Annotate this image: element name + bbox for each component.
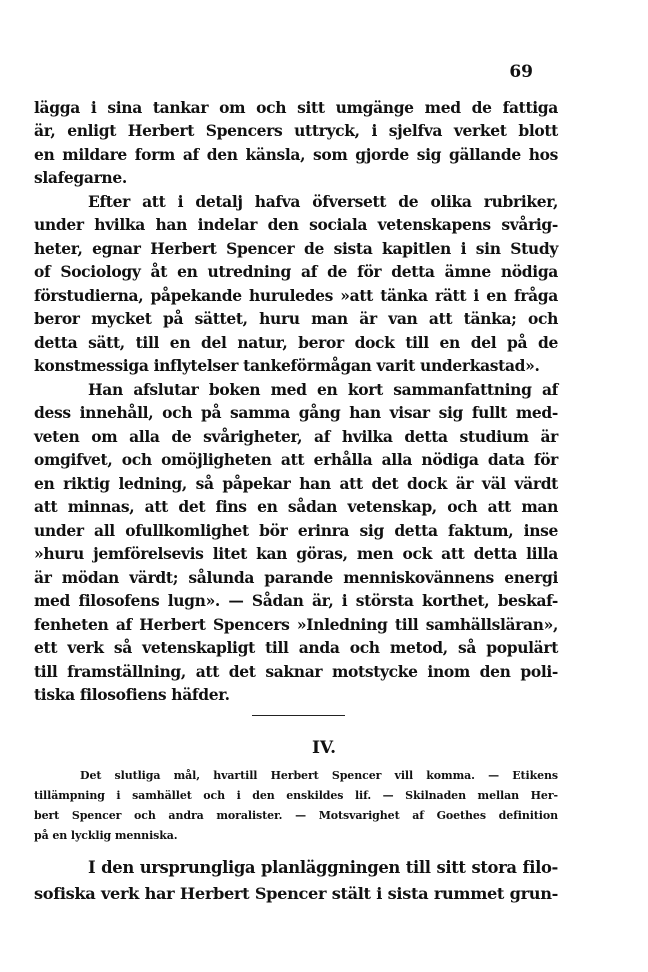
text-line: dess innehåll, och på samma gång han visar sig fullt med- <box>34 403 558 422</box>
text-line: är, enligt Herbert Spencers uttryck, i sjelfva verket blott <box>34 121 558 140</box>
text-line: tiska filosofiens häfder. <box>34 685 230 704</box>
text-line: of Sociology åt en utredning af de för detta ämne nödiga <box>34 262 558 281</box>
summary-line: bert Spencer och andra moralister. — Motsvarighet af Goethes definition <box>34 809 558 822</box>
text-line: en riktig ledning, så påpekar han att det dock är väl värdt <box>34 474 558 493</box>
paragraph-start-line: Efter att i detalj hafva öfversett de olika rubriker, <box>88 192 558 211</box>
section-heading: IV. <box>311 738 337 758</box>
text-line: beror mycket på sättet, huru man är van att tänka; och <box>34 309 558 328</box>
text-line: konstmessiga inflytelser tankeförmågan varit underkastad». <box>34 356 540 375</box>
text-line: förstudierna, påpekande huruledes »att tänka rätt i en fråga <box>34 286 558 305</box>
text-line: »huru jemförelsevis litet kan göras, men ock att detta lilla <box>34 544 558 563</box>
text-line: lägga i sina tankar om och sitt umgänge med de fattiga <box>34 98 558 117</box>
paragraph-start-line: Han afslutar boken med en kort sammanfattning af <box>88 380 558 399</box>
text-line: är mödan värdt; sålunda parande menniskovännens energi <box>34 568 558 587</box>
text-line: att minnas, att det fins en sådan vetenskap, och att man <box>34 497 558 516</box>
page-number: 69 <box>509 62 533 82</box>
text-line: veten om alla de svårigheter, af hvilka detta studium är <box>34 427 558 446</box>
section-divider <box>252 715 345 716</box>
text-line: under all ofullkomlighet bör erinra sig detta faktum, inse <box>34 521 558 540</box>
text-line: under hvilka han indelar den sociala vetenskapens svårig- <box>34 215 558 234</box>
text-line: heter, egnar Herbert Spencer de sista kapitlen i sin Study <box>34 239 558 258</box>
text-line: detta sätt, till en del natur, beror dock till en del på de <box>34 333 558 352</box>
text-line: med filosofens lugn». — Sådan är, i största korthet, beskaf- <box>34 591 558 610</box>
text-line: fenheten af Herbert Spencers »Inledning till samhällsläran», <box>34 615 558 634</box>
text-line: slafegarne. <box>34 168 127 187</box>
summary-line: Det slutliga mål, hvartill Herbert Spencer vill komma. — Etikens <box>80 769 558 782</box>
text-line: till framställning, att det saknar motstycke inom den poli- <box>34 662 558 681</box>
text-line: sofiska verk har Herbert Spencer stält i sista rummet grun- <box>34 884 558 903</box>
summary-line: på en lycklig menniska. <box>34 829 178 842</box>
text-line: en mildare form af den känsla, som gjorde sig gällande hos <box>34 145 558 164</box>
text-line: omgifvet, och omöjligheten att erhålla alla nödiga data för <box>34 450 558 469</box>
paragraph-start-line: I den ursprungliga planläggningen till sitt stora filo- <box>88 858 558 877</box>
summary-line: tillämpning i samhället och i den enskildes lif. — Skilnaden mellan Her- <box>34 789 558 802</box>
text-line: ett verk så vetenskapligt till anda och metod, så populärt <box>34 638 558 657</box>
